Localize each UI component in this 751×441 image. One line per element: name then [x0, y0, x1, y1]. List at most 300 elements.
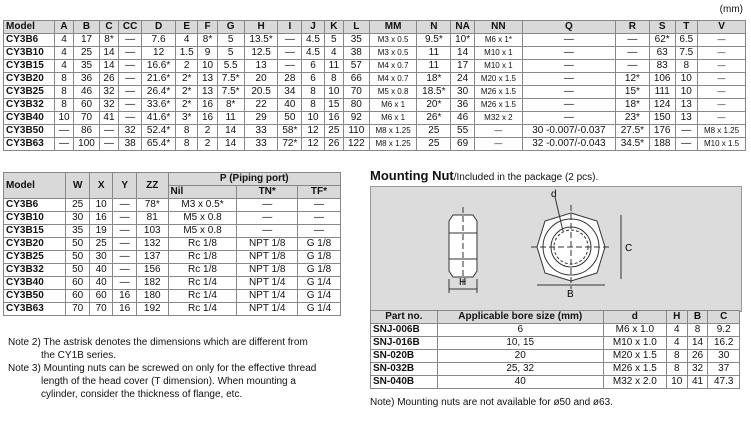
table-cell: 24 [451, 73, 475, 86]
table-cell: 80 [343, 99, 369, 112]
table-cell: 176 [649, 125, 675, 138]
col-header: C [708, 311, 740, 324]
table-cell: M10 x 1 [475, 47, 523, 60]
table-cell: — [99, 138, 118, 151]
table-cell: 78* [136, 199, 168, 212]
table-cell: 11 [324, 60, 343, 73]
col-header: R [616, 21, 650, 34]
col-header: TF* [297, 186, 340, 199]
table-row [4, 277, 341, 290]
table-cell: SN-040B [371, 376, 438, 389]
table-cell: 8 [302, 99, 324, 112]
table-cell: NPT 1/8 [237, 238, 298, 251]
table-cell: 21.6* [142, 73, 176, 86]
table-cell: — [237, 225, 298, 238]
table-cell: CY3B15 [4, 225, 66, 238]
table-cell: M3 x 0.5* [168, 199, 237, 212]
table-cell: 25 [324, 125, 343, 138]
table-cell: CY3B63 [4, 303, 66, 316]
table-row [4, 303, 341, 316]
table-cell: 9.2 [708, 324, 740, 337]
table-row [4, 225, 341, 238]
table-cell: 8 [54, 86, 73, 99]
table-cell: M10 x 1 [475, 60, 523, 73]
table-cell: NPT 1/4 [237, 277, 298, 290]
table-cell: 32 [99, 99, 118, 112]
table-cell: M6 x 1.0 [603, 324, 666, 337]
table-cell: 26 [687, 350, 708, 363]
col-header: F [198, 21, 217, 34]
table-cell: M4 x 0.7 [369, 73, 417, 86]
table-cell: — [698, 73, 746, 86]
table-cell: 8* [99, 34, 118, 47]
table-cell: 58* [278, 125, 302, 138]
table-cell: 16.6* [142, 60, 176, 73]
table-cell: 30 [708, 350, 740, 363]
table-cell: 14 [217, 138, 244, 151]
dimension-table [3, 20, 746, 151]
table-row [4, 99, 746, 112]
table-cell: 12* [616, 73, 650, 86]
table-cell: 10 [302, 112, 324, 125]
table-cell: CY3B25 [4, 86, 55, 99]
table-cell: G 1/4 [297, 303, 340, 316]
table-cell: 41.6* [142, 112, 176, 125]
table-cell: 2 [198, 138, 217, 151]
table-cell: CY3B6 [4, 34, 55, 47]
note-line: the CY1B series. [41, 350, 117, 361]
table-cell: 13 [198, 73, 217, 86]
table-cell: M3 x 0.5 [369, 47, 417, 60]
table-cell: — [278, 47, 302, 60]
table-cell: 26.4* [142, 86, 176, 99]
table-cell: CY3B50 [4, 125, 55, 138]
table-cell: 23* [616, 112, 650, 125]
table-cell: — [113, 264, 137, 277]
table-cell: M20 x 1.5 [475, 73, 523, 86]
table-cell: 103 [136, 225, 168, 238]
table-cell: M10 x 1.5 [698, 138, 746, 151]
table-cell: 15 [324, 99, 343, 112]
table-cell: 137 [136, 251, 168, 264]
table-row [4, 86, 746, 99]
table-cell: 35 [343, 34, 369, 47]
table-cell: 16.2 [708, 337, 740, 350]
table-cell: SN-032B [371, 363, 438, 376]
table-cell: — [616, 60, 650, 73]
table-cell: 32 [687, 363, 708, 376]
table-row [4, 34, 746, 47]
table-cell: 17 [74, 34, 100, 47]
table-cell: M26 x 1.5 [603, 363, 666, 376]
table-cell: — [119, 99, 142, 112]
col-header: K [324, 21, 343, 34]
table-cell: 100 [74, 138, 100, 151]
col-header: H [244, 21, 278, 34]
note-line: Note 3) Mounting nuts can be screwed on only for the effective thread [8, 363, 317, 374]
table-cell: SNJ-016B [371, 337, 438, 350]
table-cell: — [698, 60, 746, 73]
table-cell: CY3B40 [4, 112, 55, 125]
table-cell: 8* [217, 99, 244, 112]
table-cell: CY3B32 [4, 99, 55, 112]
table-cell: 188 [649, 138, 675, 151]
col-header: N [417, 21, 451, 34]
col-header: Part no. [371, 311, 438, 324]
table-cell: 16 [324, 112, 343, 125]
table-cell: 12 [302, 138, 324, 151]
table-cell: NPT 1/8 [237, 251, 298, 264]
table-cell: — [522, 86, 615, 99]
table-cell: Rc 1/4 [168, 303, 237, 316]
table-cell: — [698, 34, 746, 47]
col-header-group: P (Piping port) [168, 173, 340, 186]
table-cell: 57 [343, 60, 369, 73]
table-cell: 7.5* [217, 86, 244, 99]
table-cell: 50 [278, 112, 302, 125]
table-cell: 4.5 [302, 34, 324, 47]
table-cell: 26 [324, 138, 343, 151]
table-cell: 17 [451, 60, 475, 73]
table-cell: M6 x 1* [475, 34, 523, 47]
table-cell: 46 [451, 112, 475, 125]
table-cell: 5 [217, 34, 244, 47]
table-cell: — [522, 112, 615, 125]
table-header-row [4, 173, 341, 186]
col-header: V [698, 21, 746, 34]
table-cell: — [522, 73, 615, 86]
col-header: G [217, 21, 244, 34]
table-row [4, 73, 746, 86]
table-cell: 33.6* [142, 99, 176, 112]
table-cell: 63 [649, 47, 675, 60]
table-cell: G 1/8 [297, 264, 340, 277]
table-cell: 36 [451, 99, 475, 112]
table-cell: M8 x 1.25 [698, 125, 746, 138]
table-cell: — [119, 86, 142, 99]
table-cell: 62* [649, 34, 675, 47]
table-cell: M8 x 1.25 [369, 138, 417, 151]
col-header: Model [4, 21, 55, 34]
table-cell: G 1/8 [297, 251, 340, 264]
table-cell: 26* [417, 112, 451, 125]
table-cell: 20* [417, 99, 451, 112]
table-cell: 19 [89, 225, 113, 238]
table-cell: 34.5* [616, 138, 650, 151]
table-cell: 30 [89, 251, 113, 264]
mounting-nut-diagram [370, 186, 742, 312]
table-row [4, 251, 341, 264]
unit-label: (mm) [719, 4, 743, 15]
col-header: Model [4, 173, 66, 199]
table-cell: 60 [89, 290, 113, 303]
col-header: CC [119, 21, 142, 34]
table-cell: 40 [278, 99, 302, 112]
table-cell: CY3B10 [4, 47, 55, 60]
col-header: Y [113, 173, 137, 199]
col-header: B [74, 21, 100, 34]
table-cell: 65.4* [142, 138, 176, 151]
table-cell: G 1/4 [297, 277, 340, 290]
table-cell: 70 [74, 112, 100, 125]
table-cell: 32 -0.007/-0.043 [522, 138, 615, 151]
col-header: E [175, 21, 197, 34]
table-cell: 33 [244, 125, 278, 138]
col-header: D [142, 21, 176, 34]
table-cell: CY3B32 [4, 264, 66, 277]
note-2 [8, 336, 308, 362]
table-cell: — [475, 125, 523, 138]
col-header: J [302, 21, 324, 34]
table-cell: 2 [175, 60, 197, 73]
table-cell: 35 [74, 60, 100, 73]
table-cell: 2* [175, 99, 197, 112]
table-cell: CY3B6 [4, 199, 66, 212]
table-cell: 14 [687, 337, 708, 350]
table-cell: CY3B25 [4, 251, 66, 264]
table-cell: 4 [54, 60, 73, 73]
table-cell: — [119, 112, 142, 125]
table-cell: 10 [198, 60, 217, 73]
table-row [4, 125, 746, 138]
table-cell: 16 [198, 99, 217, 112]
table-cell: 150 [649, 112, 675, 125]
note-line: cylinder, consider the thickness of flange, etc. [41, 389, 243, 400]
table-cell: Rc 1/8 [168, 251, 237, 264]
table-cell: 8 [687, 324, 708, 337]
table-cell: 25 [417, 138, 451, 151]
table-cell: 106 [649, 73, 675, 86]
table-cell: 9.5* [417, 34, 451, 47]
table-row [4, 238, 341, 251]
col-header: S [649, 21, 675, 34]
table-cell: 60 [74, 99, 100, 112]
table-row [371, 350, 740, 363]
table-cell: 13.5* [244, 34, 278, 47]
col-header: NN [475, 21, 523, 34]
table-cell: — [278, 60, 302, 73]
table-cell: 156 [136, 264, 168, 277]
col-header: Q [522, 21, 615, 34]
table-cell: — [616, 34, 650, 47]
nut-drawing [371, 187, 741, 311]
col-header: d [603, 311, 666, 324]
table-cell: 14 [99, 47, 118, 60]
table-cell: 2 [198, 125, 217, 138]
table-cell: NPT 1/4 [237, 303, 298, 316]
table-row [4, 112, 746, 125]
table-cell: 20 [244, 73, 278, 86]
table-cell: 6 [302, 73, 324, 86]
mounting-nut-subtitle: /Included in the package (2 pcs). [453, 172, 599, 183]
table-cell: 122 [343, 138, 369, 151]
table-cell: — [237, 212, 298, 225]
table-cell: 18.5* [417, 86, 451, 99]
table-cell: CY3B63 [4, 138, 55, 151]
table-cell: M32 x 2 [475, 112, 523, 125]
table-cell: 11 [417, 47, 451, 60]
table-cell: 20 [437, 350, 603, 363]
table-cell: M5 x 0.8 [369, 86, 417, 99]
table-cell: 28 [278, 73, 302, 86]
note-3 [8, 362, 316, 401]
table-cell: — [54, 138, 73, 151]
table-cell: 8 [175, 125, 197, 138]
table-cell: — [522, 47, 615, 60]
table-cell: — [522, 60, 615, 73]
table-cell: 50 [66, 251, 90, 264]
table-cell: M32 x 2.0 [603, 376, 666, 389]
table-cell: 18* [616, 99, 650, 112]
col-header: TN* [237, 186, 298, 199]
table-cell: — [675, 125, 697, 138]
note-line: Note 2) The astrisk denotes the dimensions which are different from [8, 337, 308, 348]
table-cell: 33 [244, 138, 278, 151]
table-cell: — [119, 47, 142, 60]
table-cell: — [113, 199, 137, 212]
table-cell: 16 [89, 212, 113, 225]
table-cell: Rc 1/8 [168, 264, 237, 277]
table-cell: 14 [451, 47, 475, 60]
table-row [4, 199, 341, 212]
table-cell: M26 x 1.5 [475, 99, 523, 112]
table-cell: 29 [244, 112, 278, 125]
table-cell: 25 [89, 238, 113, 251]
table-cell: — [297, 212, 340, 225]
table-cell: 13 [244, 60, 278, 73]
table-cell: 10 [54, 112, 73, 125]
table-cell: NPT 1/8 [237, 264, 298, 277]
table-cell: 13 [675, 112, 697, 125]
table-cell: 20.5 [244, 86, 278, 99]
table-cell: — [616, 47, 650, 60]
table-row [371, 363, 740, 376]
table-cell: 25 [66, 199, 90, 212]
table-cell: CY3B20 [4, 238, 66, 251]
table-cell: 60 [66, 290, 90, 303]
table-cell: — [113, 251, 137, 264]
table-cell: CY3B15 [4, 60, 55, 73]
table-cell: 10 [89, 199, 113, 212]
table-cell: — [119, 60, 142, 73]
table-cell: 92 [343, 112, 369, 125]
col-header: W [66, 173, 90, 199]
table-cell: — [113, 212, 137, 225]
table-cell: 7.5* [217, 73, 244, 86]
table-cell: SNJ-006B [371, 324, 438, 337]
table-cell: M10 x 1.0 [603, 337, 666, 350]
table-row [4, 290, 341, 303]
table-cell: — [522, 99, 615, 112]
table-cell: 14 [217, 125, 244, 138]
table-cell: 192 [136, 303, 168, 316]
table-cell: 12.5 [244, 47, 278, 60]
table-cell: 180 [136, 290, 168, 303]
table-cell: 4.5 [302, 47, 324, 60]
table-cell: — [237, 199, 298, 212]
table-cell: M6 x 1 [369, 99, 417, 112]
table-cell: 182 [136, 277, 168, 290]
table-cell: 4 [54, 47, 73, 60]
table-cell: 4 [666, 337, 687, 350]
table-cell: 50 [66, 238, 90, 251]
table-cell: 86 [74, 125, 100, 138]
table-cell: 40 [89, 264, 113, 277]
table-cell: 124 [649, 99, 675, 112]
table-cell: 8 [302, 86, 324, 99]
table-cell: G 1/4 [297, 290, 340, 303]
table-cell: 40 [89, 277, 113, 290]
table-cell: 10 [666, 376, 687, 389]
table-row [4, 138, 746, 151]
table-cell: 47.3 [708, 376, 740, 389]
col-header: C [99, 21, 118, 34]
table-cell: 111 [649, 86, 675, 99]
table-cell: 22 [244, 99, 278, 112]
table-cell: 50 [66, 264, 90, 277]
table-cell: — [698, 99, 746, 112]
table-row [4, 47, 746, 60]
table-cell: 10 [675, 73, 697, 86]
table-cell: 2* [175, 86, 197, 99]
table-cell: CY3B50 [4, 290, 66, 303]
table-cell: 1.5 [175, 47, 197, 60]
table-cell: 4 [175, 34, 197, 47]
table-cell: 69 [451, 138, 475, 151]
table-cell: — [99, 125, 118, 138]
table-cell: M6 x 1 [369, 112, 417, 125]
table-cell: Rc 1/4 [168, 290, 237, 303]
table-cell: — [698, 86, 746, 99]
table-cell: 14 [99, 60, 118, 73]
mounting-nut-heading: Mounting Nut [370, 168, 454, 183]
table-cell: CY3B10 [4, 212, 66, 225]
table-cell: 30 [451, 86, 475, 99]
col-header: I [278, 21, 302, 34]
table-cell: Rc 1/8 [168, 238, 237, 251]
table-cell: 16 [113, 303, 137, 316]
table-cell: 4 [324, 47, 343, 60]
label-b: B [567, 289, 574, 300]
table-cell: — [698, 47, 746, 60]
table-cell: 110 [343, 125, 369, 138]
label-d: d [551, 189, 557, 200]
table-cell: 5 [324, 34, 343, 47]
table-cell: 8 [675, 60, 697, 73]
table-cell: SN-020B [371, 350, 438, 363]
table-cell: — [698, 112, 746, 125]
table-cell: 16 [198, 112, 217, 125]
table-cell: 25 [417, 125, 451, 138]
table-cell: M5 x 0.8 [168, 225, 237, 238]
table-cell: 55 [451, 125, 475, 138]
table-cell: 10, 15 [437, 337, 603, 350]
table-cell: 38 [119, 138, 142, 151]
col-header: NA [451, 21, 475, 34]
table-cell: CY3B20 [4, 73, 55, 86]
table-cell: 52.4* [142, 125, 176, 138]
mounting-nut-note: Note) Mounting nuts are not available for ø50 and ø63. [370, 397, 613, 408]
table-cell: 10 [324, 86, 343, 99]
table-cell: 81 [136, 212, 168, 225]
table-cell: 5.5 [217, 60, 244, 73]
table-cell: 25 [74, 47, 100, 60]
table-cell: 6 [302, 60, 324, 73]
table-row [4, 264, 341, 277]
table-cell: G 1/8 [297, 238, 340, 251]
col-header: A [54, 21, 73, 34]
table-cell: — [54, 125, 73, 138]
